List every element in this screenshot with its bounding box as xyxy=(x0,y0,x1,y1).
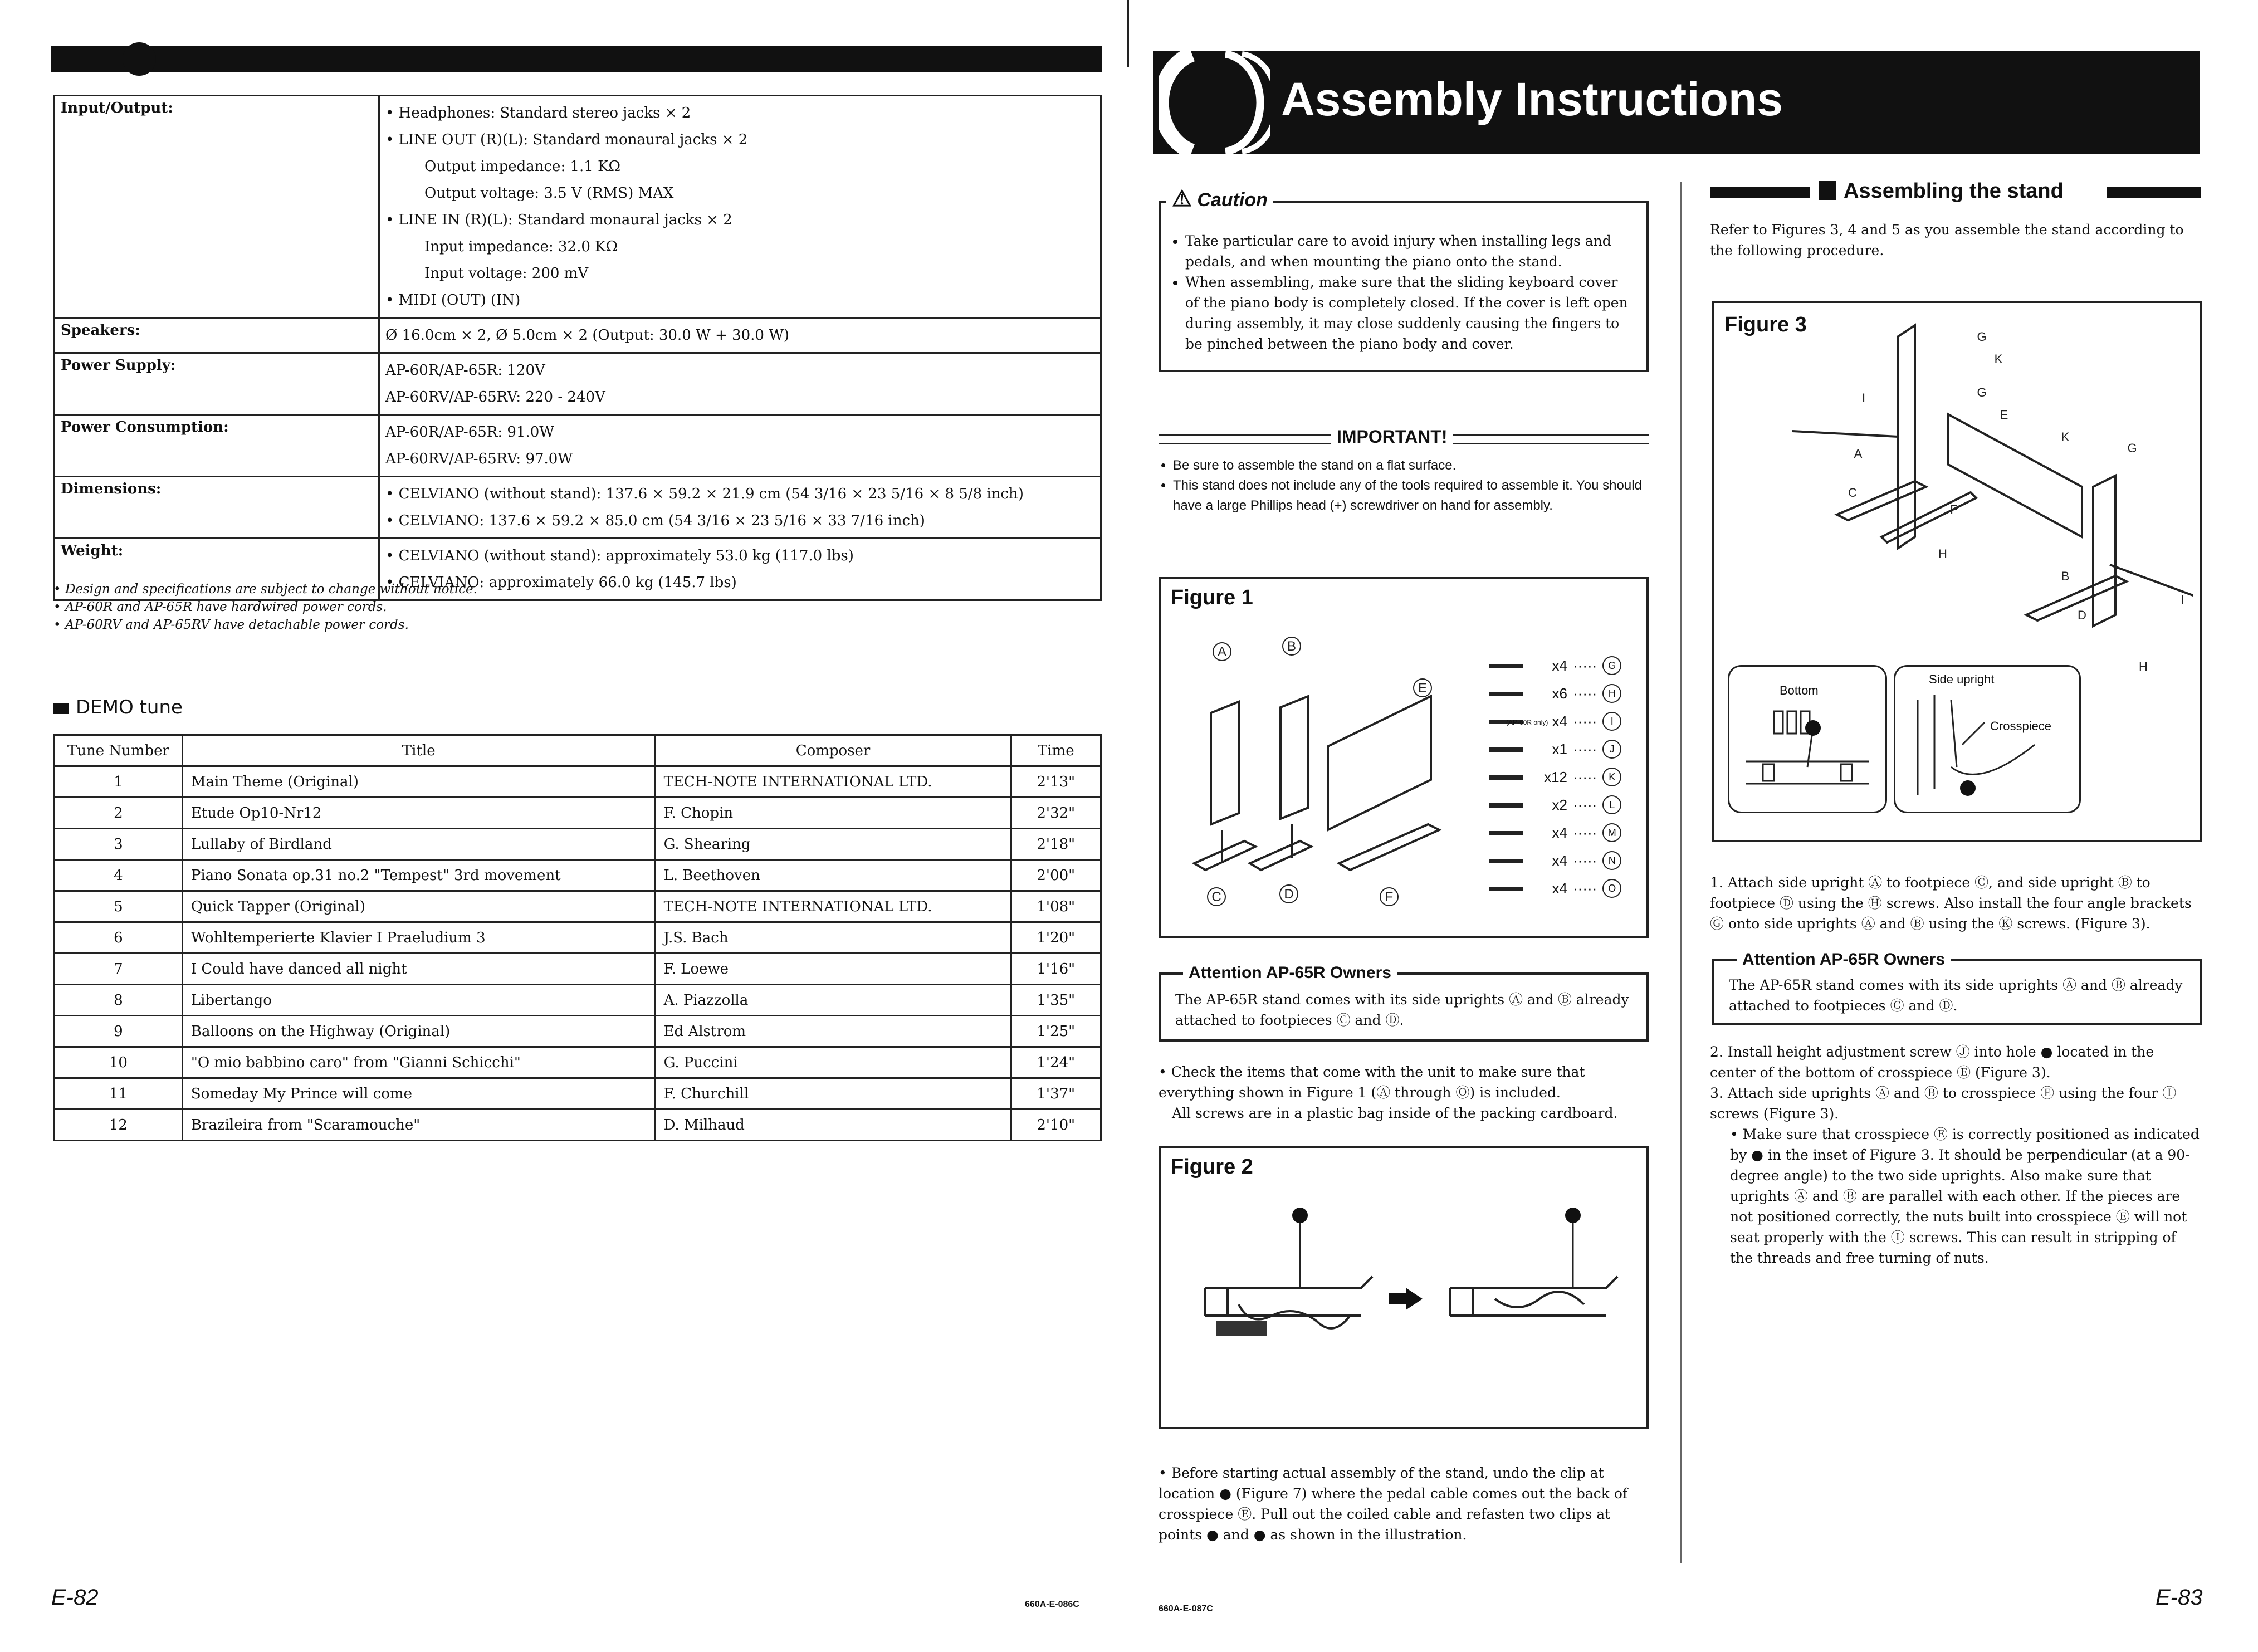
tune-number-cell: 11 xyxy=(55,1078,183,1110)
figure-3-label: B xyxy=(2061,569,2070,583)
tune-number-cell: 6 xyxy=(55,922,183,954)
spec-value xyxy=(379,415,1101,477)
hardware-id: K xyxy=(1602,768,1621,786)
tune-number-cell: 2 xyxy=(55,798,183,829)
ap60r-only-note: (AP-60R only) xyxy=(1506,719,1548,726)
spec-line: Output impedance: 1.1 KΩ xyxy=(424,158,621,175)
hardware-qty: x4 xyxy=(1552,880,1567,897)
hardware-id: H xyxy=(1602,684,1621,703)
table-row xyxy=(55,1047,1101,1078)
section-rule-right xyxy=(2107,187,2201,198)
title-cell: Brazileira from "Scaramouche" xyxy=(182,1110,655,1141)
hardware-item xyxy=(1489,652,1640,680)
figure-3-label: G xyxy=(1977,330,1987,344)
time-cell: 2'13" xyxy=(1011,766,1101,798)
spec-line: • LINE OUT (R)(L): Standard monaural jacks × 2 xyxy=(385,131,748,148)
screw-icon xyxy=(1489,803,1523,808)
step-2: 2. Install height adjustment screw Ⓙ into hole ● located in the center of the bottom of crosspiece Ⓔ (Figure 3). xyxy=(1710,1044,2154,1081)
figure-3-label: C xyxy=(1848,486,1857,500)
figure-3-label: H xyxy=(2139,659,2148,671)
spec-value xyxy=(379,539,1101,600)
leader-dots: ····· xyxy=(1573,657,1597,674)
inset-side xyxy=(1894,665,2081,813)
screw-icon xyxy=(1489,692,1523,696)
figure-3-box xyxy=(1712,301,2202,842)
composer-cell: G. Puccini xyxy=(655,1047,1011,1078)
leader-dots: ····· xyxy=(1573,713,1597,730)
inset-bottom-label: Bottom xyxy=(1780,683,1819,697)
attention-box-2 xyxy=(1712,950,2202,1025)
composer-cell: G. Shearing xyxy=(655,829,1011,860)
col-tune-number: Tune Number xyxy=(55,735,183,766)
table-row xyxy=(55,922,1101,954)
figure-2-title: Figure 2 xyxy=(1171,1155,1253,1179)
hardware-id: J xyxy=(1602,740,1621,759)
composer-cell: F. Chopin xyxy=(655,798,1011,829)
figure-3-label: K xyxy=(1994,352,2003,366)
spec-value xyxy=(379,477,1101,539)
step-3-bullet: • Make sure that crosspiece Ⓔ is correctly positioned as indicated by ● in the inset of Figure 3. It should be perpendicular (at a 90-degree angle) to the two side uprights. Also make sure that uprights Ⓐ and Ⓑ are parallel with each other. If the pieces are not positioned correctly, the nuts built into crosspiece Ⓔ will not seat properly with the Ⓘ screws. This can result in stripping of the threads and free turning of nuts. xyxy=(1730,1126,2200,1266)
spec-line: AP-60RV/AP-65RV: 97.0W xyxy=(385,451,573,467)
screw-icon xyxy=(1489,775,1523,780)
spec-value xyxy=(379,353,1101,415)
time-cell: 1'25" xyxy=(1011,1016,1101,1047)
figure-3-title: Figure 3 xyxy=(1724,313,1807,336)
leader-dots: ····· xyxy=(1573,880,1597,897)
caution-box xyxy=(1159,187,1649,372)
table-row xyxy=(55,985,1101,1016)
hardware-qty: x1 xyxy=(1552,741,1567,757)
spec-line: Input voltage: 200 mV xyxy=(424,265,589,282)
hardware-item xyxy=(1489,819,1640,847)
spec-label: Dimensions: xyxy=(55,477,379,539)
leader-dots: ····· xyxy=(1573,852,1597,869)
check-text: • Check the items that come with the unit to make sure that everything shown in Figure 1 (Ⓐ through Ⓞ) is included. All screws are in a plastic bag inside of the packing cardboard. xyxy=(1159,1064,1618,1121)
inset-side-label: Side upright xyxy=(1929,672,1995,686)
hardware-qty: x4 xyxy=(1552,713,1567,730)
hardware-list xyxy=(1489,652,1640,902)
screw-icon xyxy=(1489,859,1523,863)
important-item: • This stand does not include any of the tools required to assemble it. You should have a large Phillips head (+) screwdriver on hand for assembly. xyxy=(1173,476,1649,516)
composer-cell: J.S. Bach xyxy=(655,922,1011,954)
spec-row xyxy=(55,96,1101,318)
tune-number-cell: 4 xyxy=(55,860,183,891)
screw-icon xyxy=(1489,747,1523,752)
stand-illustration xyxy=(1714,303,2193,671)
hardware-item xyxy=(1489,791,1640,819)
attention-text: The AP-65R stand comes with its side uprights Ⓐ and Ⓑ already attached to footpieces Ⓒ and Ⓓ. xyxy=(1729,977,2183,1014)
time-cell: 1'20" xyxy=(1011,922,1101,954)
hardware-item xyxy=(1489,763,1640,791)
attention-text: The AP-65R stand comes with its side uprights Ⓐ and Ⓑ already attached to footpieces Ⓒ and Ⓓ. xyxy=(1175,991,1629,1028)
hardware-id: G xyxy=(1602,656,1621,675)
inset-bottom xyxy=(1728,665,1887,813)
step-3: 3. Attach side uprights Ⓐ and Ⓑ to crosspiece Ⓔ using the four Ⓘ screws (Figure 3). xyxy=(1710,1085,2177,1122)
spec-line: • CELVIANO (without stand): approximately 53.0 kg (117.0 lbs) xyxy=(385,548,854,564)
tune-number-cell: 9 xyxy=(55,1016,183,1047)
part-label: A xyxy=(1217,644,1227,659)
leader-dots: ····· xyxy=(1573,685,1597,702)
title-cell: Piano Sonata op.31 no.2 "Tempest" 3rd movement xyxy=(182,860,655,891)
spec-line: AP-60R/AP-65R: 120V xyxy=(385,362,545,379)
spec-label: Power Consumption: xyxy=(55,415,379,477)
composer-cell: D. Milhaud xyxy=(655,1110,1011,1141)
page-code-right: 660A-E-087C xyxy=(1159,1604,1213,1614)
screw-icon xyxy=(1489,831,1523,835)
tune-number-cell: 1 xyxy=(55,766,183,798)
section-number-icon xyxy=(1819,181,1836,200)
col-composer: Composer xyxy=(655,735,1011,766)
time-cell: 1'16" xyxy=(1011,954,1101,985)
hardware-qty: x2 xyxy=(1552,796,1567,813)
hardware-id: O xyxy=(1602,879,1621,898)
warning-triangle-icon: ⚠ xyxy=(1172,187,1192,211)
title-cell: "O mio babbino caro" from "Gianni Schicchi" xyxy=(182,1047,655,1078)
spec-row xyxy=(55,353,1101,415)
time-cell: 1'35" xyxy=(1011,985,1101,1016)
attention-heading: Attention AP-65R Owners xyxy=(1183,964,1397,983)
table-row xyxy=(55,766,1101,798)
inset-bottom-drawing xyxy=(1729,700,1885,812)
hardware-id: I xyxy=(1602,712,1621,731)
part-label: C xyxy=(1211,889,1221,905)
part-label: D xyxy=(1284,887,1294,902)
composer-cell: Ed Alstrom xyxy=(655,1016,1011,1047)
table-header-row xyxy=(55,735,1101,766)
time-cell: 1'08" xyxy=(1011,891,1101,922)
figure-3-label: G xyxy=(2127,441,2137,455)
hardware-qty: x4 xyxy=(1552,852,1567,869)
table-row xyxy=(55,954,1101,985)
table-row xyxy=(55,1016,1101,1047)
table-row xyxy=(55,829,1101,860)
page-title: Assembly Instructions xyxy=(1281,73,1783,125)
title-cell: Balloons on the Highway (Original) xyxy=(182,1016,655,1047)
spec-label: Speakers: xyxy=(55,318,379,353)
leader-dots: ····· xyxy=(1573,796,1597,813)
note-item: • AP-60RV and AP-65RV have detachable power cords. xyxy=(53,618,409,632)
title-cell: Wohltemperierte Klavier I Praeludium 3 xyxy=(182,922,655,954)
figure-2-box xyxy=(1159,1146,1649,1429)
composer-cell: A. Piazzolla xyxy=(655,985,1011,1016)
page-number-left: E-82 xyxy=(51,1585,99,1610)
title-cell: Etude Op10-Nr12 xyxy=(182,798,655,829)
page-code-left: 660A-E-086C xyxy=(1025,1600,1079,1609)
spec-line: Ø 16.0cm × 2, Ø 5.0cm × 2 (Output: 30.0 W + 30.0 W) xyxy=(385,327,790,344)
hardware-id: N xyxy=(1602,851,1621,870)
spec-line: AP-60R/AP-65R: 91.0W xyxy=(385,424,554,441)
col-time: Time xyxy=(1011,735,1101,766)
steps-2-3 xyxy=(1710,1042,2200,1268)
screw-icon xyxy=(1489,887,1523,891)
parts-illustration xyxy=(1177,618,1489,930)
attention-box-1 xyxy=(1159,964,1649,1042)
spec-label: Weight: xyxy=(55,539,379,600)
spec-row xyxy=(55,318,1101,353)
time-cell: 2'00" xyxy=(1011,860,1101,891)
spec-line: • MIDI (OUT) (IN) xyxy=(385,292,521,309)
important-list xyxy=(1159,456,1649,516)
spec-table xyxy=(53,95,1102,601)
figure-1-title: Figure 1 xyxy=(1171,586,1253,609)
hardware-item xyxy=(1489,847,1640,874)
spec-line: • CELVIANO (without stand): 137.6 × 59.2 × 21.9 cm (54 3/16 × 23 5/16 × 8 5/8 inch) xyxy=(385,486,1024,502)
spec-value xyxy=(379,96,1101,318)
hardware-item xyxy=(1489,874,1640,902)
stand-intro: Refer to Figures 3, 4 and 5 as you assemble the stand according to the following procedure. xyxy=(1710,222,2184,258)
part-label: B xyxy=(1287,639,1297,654)
spec-label: Power Supply: xyxy=(55,353,379,415)
tune-number-cell: 3 xyxy=(55,829,183,860)
leader-dots: ····· xyxy=(1573,741,1597,757)
figure-3-label: F xyxy=(1950,502,1958,516)
section-rule-left xyxy=(1710,187,1810,198)
before-text: • Before starting actual assembly of the stand, undo the clip at location ● (Figure 7) where the pedal cable comes out the back of crosspiece Ⓔ. Pull out the coiled cable and refasten two clips at points ● and ● as shown in the illustration. xyxy=(1159,1465,1628,1543)
attention-heading: Attention AP-65R Owners xyxy=(1737,950,1951,969)
composer-cell: TECH-NOTE INTERNATIONAL LTD. xyxy=(655,891,1011,922)
time-cell: 2'32" xyxy=(1011,798,1101,829)
figure-3-label: K xyxy=(2061,430,2070,444)
caution-heading-row: ⚠ Caution xyxy=(1166,186,1273,212)
spec-row xyxy=(55,415,1101,477)
composer-cell: F. Loewe xyxy=(655,954,1011,985)
title-cell: Quick Tapper (Original) xyxy=(182,891,655,922)
tune-number-cell: 5 xyxy=(55,891,183,922)
important-heading: IMPORTANT! xyxy=(1331,427,1453,447)
figure-3-label: H xyxy=(1938,547,1947,561)
time-cell: 1'37" xyxy=(1011,1078,1101,1110)
note-item: • Design and specifications are subject to change without notice. xyxy=(53,582,477,597)
spec-notes xyxy=(53,580,477,634)
title-cell: Main Theme (Original) xyxy=(182,766,655,798)
inset-cross-label: Crosspiece xyxy=(1990,719,2052,733)
col-title: Title xyxy=(182,735,655,766)
table-row xyxy=(55,798,1101,829)
important-item: • Be sure to assemble the stand on a flat surface. xyxy=(1173,456,1649,476)
hardware-item xyxy=(1489,680,1640,707)
table-row xyxy=(55,1078,1101,1110)
figure-3-label: I xyxy=(2180,593,2184,607)
spec-value xyxy=(379,318,1101,353)
figure-3-label: G xyxy=(1977,385,1987,399)
leader-dots: ····· xyxy=(1573,824,1597,841)
time-cell: 2'18" xyxy=(1011,829,1101,860)
title-bracket-icon xyxy=(1159,51,1270,154)
spec-line: Input impedance: 32.0 KΩ xyxy=(424,238,618,255)
hardware-qty: x4 xyxy=(1552,824,1567,841)
hardware-id: M xyxy=(1602,823,1621,842)
title-cell: Lullaby of Birdland xyxy=(182,829,655,860)
step-1: 1. Attach side upright Ⓐ to footpiece Ⓒ, and side upright Ⓑ to footpiece Ⓓ using the Ⓗ screws. Also install the four angle brackets Ⓖ onto side uprights Ⓐ and Ⓑ using the Ⓚ screws. (Figure 3). xyxy=(1710,874,2192,932)
composer-cell: F. Churchill xyxy=(655,1078,1011,1110)
spec-line: AP-60RV/AP-65RV: 220 - 240V xyxy=(385,389,605,405)
spec-row xyxy=(55,477,1101,539)
tune-number-cell: 8 xyxy=(55,985,183,1016)
figure-1-box xyxy=(1159,577,1649,938)
demo-heading: DEMO tune xyxy=(53,696,183,719)
table-row xyxy=(55,891,1101,922)
spec-line: Output voltage: 3.5 V (RMS) MAX xyxy=(424,185,674,202)
composer-cell: L. Beethoven xyxy=(655,860,1011,891)
inset-side-drawing xyxy=(1895,667,2079,812)
tune-number-cell: 12 xyxy=(55,1110,183,1141)
title-cell: Libertango xyxy=(182,985,655,1016)
screw-icon xyxy=(1489,664,1523,668)
section-heading: Assembling the stand xyxy=(1819,179,2064,203)
hardware-id: L xyxy=(1602,795,1621,814)
title-cell: Someday My Prince will come xyxy=(182,1078,655,1110)
header-bar-accent xyxy=(123,42,156,76)
spec-line: • Headphones: Standard stereo jacks × 2 xyxy=(385,105,691,121)
page-number-right: E-83 xyxy=(2156,1585,2203,1610)
header-bar xyxy=(51,46,1102,72)
table-row xyxy=(55,1110,1101,1141)
column-divider xyxy=(1680,182,1682,1563)
hardware-qty: x12 xyxy=(1544,769,1567,785)
time-cell: 2'10" xyxy=(1011,1110,1101,1141)
page-divider xyxy=(1127,0,1129,67)
spec-label: Input/Output: xyxy=(55,96,379,318)
figure-3-label: I xyxy=(1861,391,1866,405)
part-label: F xyxy=(1385,889,1394,905)
hardware-qty: x6 xyxy=(1552,685,1567,702)
hardware-qty: x4 xyxy=(1552,657,1567,674)
hardware-item xyxy=(1489,735,1640,763)
time-cell: 1'24" xyxy=(1011,1047,1101,1078)
spec-line: • CELVIANO: approximately 66.0 kg (145.7 lbs) xyxy=(385,574,737,591)
tune-number-cell: 10 xyxy=(55,1047,183,1078)
table-row xyxy=(55,860,1101,891)
figure-3-label: E xyxy=(2000,408,2008,422)
spec-line: • LINE IN (R)(L): Standard monaural jacks × 2 xyxy=(385,212,732,228)
figure-3-label: A xyxy=(1854,447,1863,461)
title-cell: I Could have danced all night xyxy=(182,954,655,985)
spec-line: • CELVIANO: 137.6 × 59.2 × 85.0 cm (54 3/16 × 23 5/16 × 33 7/16 inch) xyxy=(385,512,925,529)
cable-illustration xyxy=(1183,1204,1629,1394)
caution-item: • When assembling, make sure that the sliding keyboard cover of the piano body is completely closed. If the cover is left open during assembly, it may close suddenly causing the fingers to be pinched between the piano body and cover. xyxy=(1185,272,1633,354)
leader-dots: ····· xyxy=(1573,769,1597,785)
demo-tune-table xyxy=(53,734,1102,1141)
tune-number-cell: 7 xyxy=(55,954,183,985)
composer-cell: TECH-NOTE INTERNATIONAL LTD. xyxy=(655,766,1011,798)
caution-item: • Take particular care to avoid injury when installing legs and pedals, and when mounting the piano onto the stand. xyxy=(1185,231,1633,272)
square-bullet-icon xyxy=(53,703,69,714)
part-label: E xyxy=(1418,681,1428,696)
figure-3-label: D xyxy=(2078,608,2086,622)
note-item: • AP-60R and AP-65R have hardwired power cords. xyxy=(53,600,387,614)
